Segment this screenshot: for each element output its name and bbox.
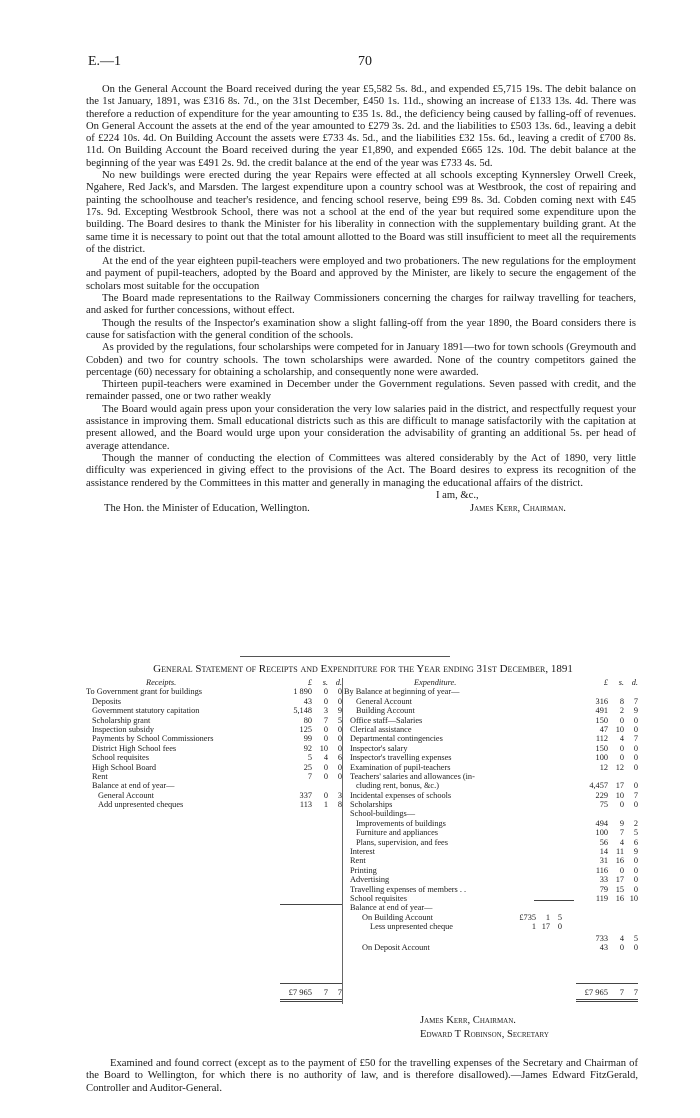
table-row bbox=[344, 875, 638, 884]
row-label: District High School fees bbox=[92, 743, 177, 753]
table-row bbox=[344, 772, 638, 781]
total-underline bbox=[576, 999, 638, 1002]
table-row bbox=[344, 734, 638, 743]
row-label: Add unpresented cheques bbox=[98, 800, 184, 810]
pence: 7 bbox=[337, 987, 342, 997]
pence: 0 bbox=[337, 771, 342, 781]
pounds: 100 bbox=[595, 828, 608, 838]
building-sub-row bbox=[344, 913, 638, 922]
row-label: Incidental expenses of schools bbox=[350, 790, 452, 800]
pounds: 113 bbox=[299, 800, 312, 810]
pence: 0 bbox=[633, 865, 638, 875]
row-label: By Balance at beginning of year— bbox=[344, 687, 460, 697]
row-label: Balance at end of year— bbox=[350, 903, 433, 913]
pounds: 43 bbox=[303, 696, 312, 706]
pence: 0 bbox=[337, 743, 342, 753]
shillings: 0 bbox=[323, 696, 328, 706]
table-row bbox=[344, 809, 638, 818]
pence: 7 bbox=[633, 790, 638, 800]
signature-secretary: Edward T Robinson, Secretary bbox=[420, 1029, 549, 1040]
receipts-heading-row bbox=[86, 678, 342, 687]
pounds: £735 bbox=[519, 912, 536, 922]
shillings: 0 bbox=[619, 743, 624, 753]
row-label: High School Board bbox=[92, 762, 157, 772]
table-row bbox=[86, 697, 342, 706]
statement-title: General Statement of Receipts and Expenditure for the Year ending 31st December, 1891 bbox=[153, 663, 573, 675]
pence: 0 bbox=[633, 715, 638, 725]
pounds: £7 965 bbox=[288, 987, 312, 997]
table-row bbox=[344, 753, 638, 762]
pence: 0 bbox=[633, 875, 638, 885]
row-label: Scholarship grant bbox=[92, 715, 151, 725]
receipts-heading: Receipts. bbox=[146, 678, 177, 687]
table-row bbox=[86, 706, 342, 715]
paragraph: At the end of the year eighteen pupil-teachers were employed and two probationers. The new regulations for the employment and payment of pupil-teachers, adopted by the Board and approved by the Minister, are likely to secure the engagement of the scholars most suitable for the occupation bbox=[86, 256, 636, 292]
table-row bbox=[344, 903, 638, 912]
pounds: 56 bbox=[599, 837, 608, 847]
pence: 2 bbox=[633, 818, 638, 828]
pounds: 47 bbox=[599, 724, 608, 734]
receipts-total bbox=[280, 988, 342, 998]
pence: 0 bbox=[337, 762, 342, 772]
pence: 0 bbox=[337, 696, 342, 706]
shillings: 0 bbox=[619, 800, 624, 810]
expenditure-heading: Expenditure. bbox=[414, 678, 457, 687]
pence: 9 bbox=[337, 706, 342, 716]
shillings: 17 bbox=[615, 781, 624, 791]
row-label: School requisites bbox=[350, 893, 407, 903]
shillings: 4 bbox=[619, 734, 624, 744]
row-label: Departmental contingencies bbox=[350, 734, 443, 744]
pence: 5 bbox=[633, 828, 638, 838]
pence-header: d. bbox=[631, 678, 638, 687]
row-label: Scholarships bbox=[350, 800, 393, 810]
shillings: 8 bbox=[619, 696, 624, 706]
table-row bbox=[344, 800, 638, 809]
table-row bbox=[86, 716, 342, 725]
total-line bbox=[576, 983, 638, 984]
paragraph: The Board made representations to the Railway Commissioners concerning the charges for railway travelling for teachers, and asked for further concessions, without effect. bbox=[86, 293, 636, 317]
pounds: 1 bbox=[531, 922, 536, 932]
shillings: 1 bbox=[545, 912, 550, 922]
letter-closing bbox=[86, 490, 636, 518]
pence: 0 bbox=[633, 724, 638, 734]
table-row bbox=[344, 866, 638, 875]
pounds: £7 965 bbox=[584, 987, 608, 997]
pence: 0 bbox=[633, 856, 638, 866]
table-row bbox=[344, 781, 638, 790]
table-row bbox=[86, 753, 342, 762]
pounds: 5,148 bbox=[293, 706, 312, 716]
pence: 0 bbox=[633, 942, 638, 952]
pence: 10 bbox=[629, 893, 638, 903]
row-label: Interest bbox=[350, 847, 375, 857]
pence: 0 bbox=[557, 922, 562, 932]
table-row bbox=[344, 697, 638, 706]
shillings: 17 bbox=[541, 922, 550, 932]
row-label: Furniture and appliances bbox=[356, 828, 439, 838]
pounds: 491 bbox=[595, 706, 608, 716]
table-row bbox=[86, 734, 342, 743]
table-row bbox=[344, 716, 638, 725]
row-label: Inspector's travelling expenses bbox=[350, 753, 452, 763]
shillings: 10 bbox=[319, 743, 328, 753]
row-label: Balance at end of year— bbox=[92, 781, 175, 791]
sub-line bbox=[534, 900, 574, 901]
closing-phrase: I am, &c., bbox=[436, 489, 479, 501]
pence: 9 bbox=[633, 847, 638, 857]
shillings: 0 bbox=[619, 753, 624, 763]
expenditure-rows bbox=[344, 687, 638, 912]
pounds: 100 bbox=[595, 753, 608, 763]
shillings: 7 bbox=[619, 987, 624, 997]
pounds: 316 bbox=[595, 696, 608, 706]
table-row bbox=[344, 819, 638, 828]
row-label: Office staff—Salaries bbox=[350, 715, 423, 725]
pounds: 79 bbox=[599, 884, 608, 894]
row-label: Less unpresented cheque bbox=[370, 922, 453, 932]
examined-paragraph: Examined and found correct (except as to the payment of £50 for the travelling expenses of the Secretary and Chairman of the Board to Wellington, for which there is no authority of law, and is therefore disallowed).—James Edward FitzGerald, Controller and Auditor-General. bbox=[86, 1058, 638, 1094]
pounds: 75 bbox=[599, 800, 608, 810]
pence: 0 bbox=[337, 687, 342, 697]
pound-header: £ bbox=[603, 678, 608, 687]
pence: 5 bbox=[633, 933, 638, 943]
row-label: Inspector's salary bbox=[350, 743, 408, 753]
shillings: 7 bbox=[323, 715, 328, 725]
row-label: Clerical assistance bbox=[350, 724, 412, 734]
pounds: 99 bbox=[303, 734, 312, 744]
paragraph: As provided by the regulations, four scholarships were competed for in January 1891—two for town schools (Greymouth and Cobden) and two for country schools. The town scholarships were awarded. None of the country competitors gained the percentage (60) necessary for obtaining a scholarship, and consequently none were awarded. bbox=[86, 342, 636, 378]
pounds: 229 bbox=[595, 790, 608, 800]
shilling-header: s. bbox=[618, 678, 624, 687]
row-label: Plans, supervision, and fees bbox=[356, 837, 448, 847]
shillings: 0 bbox=[619, 865, 624, 875]
pounds: 494 bbox=[595, 818, 608, 828]
shillings: 11 bbox=[616, 847, 624, 857]
shillings: 0 bbox=[323, 771, 328, 781]
pence-header: d. bbox=[335, 678, 342, 687]
table-row bbox=[344, 687, 638, 696]
table-row bbox=[344, 847, 638, 856]
table-row bbox=[86, 725, 342, 734]
pence: 0 bbox=[337, 734, 342, 744]
pounds: 112 bbox=[595, 734, 608, 744]
shillings: 10 bbox=[615, 790, 624, 800]
shillings: 4 bbox=[323, 753, 328, 763]
shillings: 0 bbox=[323, 762, 328, 772]
pounds: 92 bbox=[303, 743, 312, 753]
total-line bbox=[280, 983, 342, 984]
expenditure-heading-row bbox=[344, 678, 638, 687]
shillings: 2 bbox=[619, 706, 624, 716]
pence: 7 bbox=[633, 987, 638, 997]
table-row bbox=[344, 856, 638, 865]
total-underline bbox=[280, 999, 342, 1002]
row-label: School-buildings— bbox=[350, 809, 415, 819]
pounds: 5 bbox=[307, 753, 312, 763]
receipts-column bbox=[86, 678, 342, 809]
shillings: 0 bbox=[323, 724, 328, 734]
building-sub-row bbox=[344, 922, 638, 931]
shillings: 16 bbox=[615, 856, 624, 866]
pence: 6 bbox=[337, 753, 342, 763]
pence: 5 bbox=[557, 912, 562, 922]
pence: 5 bbox=[337, 715, 342, 725]
shillings: 0 bbox=[323, 734, 328, 744]
table-row bbox=[344, 838, 638, 847]
shillings: 0 bbox=[323, 687, 328, 697]
row-label: General Account bbox=[98, 790, 154, 800]
row-label: Rent bbox=[350, 856, 366, 866]
pounds: 31 bbox=[599, 856, 608, 866]
table-row bbox=[86, 791, 342, 800]
shillings: 3 bbox=[323, 706, 328, 716]
sub-line bbox=[280, 904, 342, 905]
pounds: 150 bbox=[595, 715, 608, 725]
row-label: To Government grant for buildings bbox=[86, 687, 203, 697]
row-label: Rent bbox=[92, 771, 108, 781]
receipts-rows bbox=[86, 687, 342, 809]
row-label: Advertising bbox=[350, 875, 390, 885]
row-label: Inspection subsidy bbox=[92, 724, 154, 734]
divider bbox=[240, 656, 450, 657]
pence: 0 bbox=[633, 884, 638, 894]
shillings: 4 bbox=[619, 933, 624, 943]
row-label: School requisites bbox=[92, 753, 149, 763]
pounds: 119 bbox=[595, 893, 608, 903]
shillings: 10 bbox=[615, 724, 624, 734]
signatory: James Kerr, Chairman. bbox=[470, 502, 566, 514]
shillings: 7 bbox=[323, 987, 328, 997]
pounds: 33 bbox=[599, 875, 608, 885]
pounds: 7 bbox=[307, 771, 312, 781]
row-label: Examination of pupil-teachers bbox=[350, 762, 451, 772]
shillings: 9 bbox=[619, 818, 624, 828]
pence: 0 bbox=[337, 724, 342, 734]
shilling-header: s. bbox=[322, 678, 328, 687]
table-row bbox=[86, 687, 342, 696]
row-label: Deposits bbox=[92, 696, 122, 706]
expenditure-total bbox=[576, 988, 638, 998]
pounds: 43 bbox=[599, 942, 608, 952]
pounds: 337 bbox=[299, 790, 312, 800]
shillings: 1 bbox=[323, 800, 328, 810]
column-divider bbox=[342, 678, 343, 1004]
pence: 0 bbox=[633, 762, 638, 772]
pence: 0 bbox=[633, 800, 638, 810]
row-label: Government statutory capitation bbox=[92, 706, 200, 716]
paragraph: Thirteen pupil-teachers were examined in December under the Government regulations. Seven passed with credit, and the remainder passed, one or two rather weakly bbox=[86, 379, 636, 403]
signature-chairman: James Kerr, Chairman. bbox=[420, 1015, 516, 1026]
table-row bbox=[86, 772, 342, 781]
page-header bbox=[88, 54, 642, 74]
pounds: 150 bbox=[595, 743, 608, 753]
shillings: 17 bbox=[615, 875, 624, 885]
pound-header: £ bbox=[307, 678, 312, 687]
pence: 0 bbox=[633, 753, 638, 763]
pounds: 125 bbox=[299, 724, 312, 734]
shillings: 12 bbox=[615, 762, 624, 772]
row-label: On Deposit Account bbox=[362, 942, 430, 952]
pounds: 25 bbox=[303, 762, 312, 772]
pounds: 14 bbox=[599, 847, 608, 857]
pounds: 80 bbox=[303, 715, 312, 725]
shillings: 15 bbox=[615, 884, 624, 894]
paragraph: On the General Account the Board received during the year £5,582 5s. 8d., and expended £5,715 19s. The debit balance on the 1st January, 1891, was £316 8s. 7d., on the 31st December, £450 1s. 11d., showing an increase of £133 13s. 4d. There was therefore a reduction of expenditure for the year amounting to £35 1s. 8d., the deficiency being caused by falling-off of revenues. On General Account the assets at the end of the year amounted to £279 3s. 2d. and the liabilities to £503 13s. 6d., leaving a debit of £224 10s. 4d. On Building Account the assets were £733 4s. 5d., and the liabilities £32 15s. 6d., leaving a credit of £700 8s. 11d. On Building Account the Board received during the year £1,890, and expended £665 12s. 10d. The debit balance at the beginning of the year was £491 2s. 9d. the credit balance at the end of the year was £733 4s. 5d. bbox=[86, 84, 636, 169]
row-label: Payments by School Commissioners bbox=[92, 734, 214, 744]
row-label: Improvements of buildings bbox=[356, 818, 446, 828]
report-body bbox=[86, 84, 636, 518]
paragraph: Though the results of the Inspector's examination show a slight falling-off from the year 1890, the Board considers there is cause for satisfaction with the general condition of the schools. bbox=[86, 317, 636, 341]
paragraph: The Board would again press upon your consideration the very low salaries paid in the district, and respectfully request your assistance in improving them. Small educational districts such as this are difficult to manage satisfactorily with the capitation at present allowed, and the Board would urge upon your consideration the advisability of granting an additional 5s. per head of average attendance. bbox=[86, 403, 636, 452]
row-label: Building Account bbox=[356, 706, 415, 716]
table-row bbox=[86, 800, 342, 809]
accounts-table bbox=[86, 678, 638, 1018]
shillings: 4 bbox=[619, 837, 624, 847]
pence: 6 bbox=[633, 837, 638, 847]
pence: 0 bbox=[633, 781, 638, 791]
pounds: 1 890 bbox=[293, 687, 312, 697]
pence: 7 bbox=[633, 734, 638, 744]
building-net-row bbox=[344, 934, 638, 943]
pounds: 733 bbox=[595, 933, 608, 943]
table-row bbox=[344, 885, 638, 894]
table-row bbox=[344, 725, 638, 734]
pence: 8 bbox=[337, 800, 342, 810]
pence: 0 bbox=[633, 743, 638, 753]
shillings: 0 bbox=[619, 942, 624, 952]
page-number: 70 bbox=[358, 54, 372, 69]
pounds: 4,457 bbox=[589, 781, 608, 791]
paragraph: Though the manner of conducting the election of Committees was altered considerably by the Act of 1890, very little difficulty was experienced in giving effect to the provisions of the Act. The Board desires to express its recognition of the assistance rendered by the Committees in this matter and generally in managing the educational affairs of the district. bbox=[86, 452, 636, 489]
row-label: cluding rent, bonus, &c.) bbox=[356, 781, 439, 791]
row-label: General Account bbox=[356, 696, 412, 706]
shillings: 0 bbox=[323, 790, 328, 800]
table-row bbox=[86, 744, 342, 753]
table-row bbox=[86, 763, 342, 772]
table-row bbox=[86, 781, 342, 790]
pence: 7 bbox=[633, 696, 638, 706]
table-row bbox=[344, 894, 638, 903]
pounds: 12 bbox=[599, 762, 608, 772]
paragraph: No new buildings were erected during the year Repairs were effected at all schools excepting Kynnersley Orwell Creek, Ngahere, Red Jack's, and Marsden. The largest expenditure upon a country school was at Westbrook, the cost of repairing and painting the schoolhouse and teacher's residence, and fencing school reserve, being £99 8s. 3d. Cobden coming next with £45 17s. 9d. Excepting Westbrook School, there was not a school at the end of the year but required some expenditure upon the building. The Board desires to thank the Minister for his liberality in connection with the supplementary building grant. At the same time it is necessary to point out that the total amount allotted to the Board was still insufficient to meet all the requirements of the district. bbox=[86, 170, 636, 255]
section-code: E.—1 bbox=[88, 54, 122, 69]
row-label: Printing bbox=[350, 865, 377, 875]
audit-note bbox=[86, 1058, 638, 1095]
row-label: Teachers' salaries and allowances (in- bbox=[350, 771, 475, 781]
table-row bbox=[344, 744, 638, 753]
table-row bbox=[344, 763, 638, 772]
row-label: On Building Account bbox=[362, 912, 433, 922]
expenditure-column bbox=[344, 678, 638, 952]
pence: 3 bbox=[337, 790, 342, 800]
table-row bbox=[344, 706, 638, 715]
row-label: Travelling expenses of members . . bbox=[350, 884, 467, 894]
shillings: 0 bbox=[619, 715, 624, 725]
shillings: 16 bbox=[615, 893, 624, 903]
table-row bbox=[344, 791, 638, 800]
addressee: The Hon. the Minister of Education, Wellington. bbox=[104, 502, 310, 514]
deposit-row bbox=[344, 943, 638, 952]
table-row bbox=[344, 828, 638, 837]
pence: 9 bbox=[633, 706, 638, 716]
shillings: 7 bbox=[619, 828, 624, 838]
pounds: 116 bbox=[595, 865, 608, 875]
